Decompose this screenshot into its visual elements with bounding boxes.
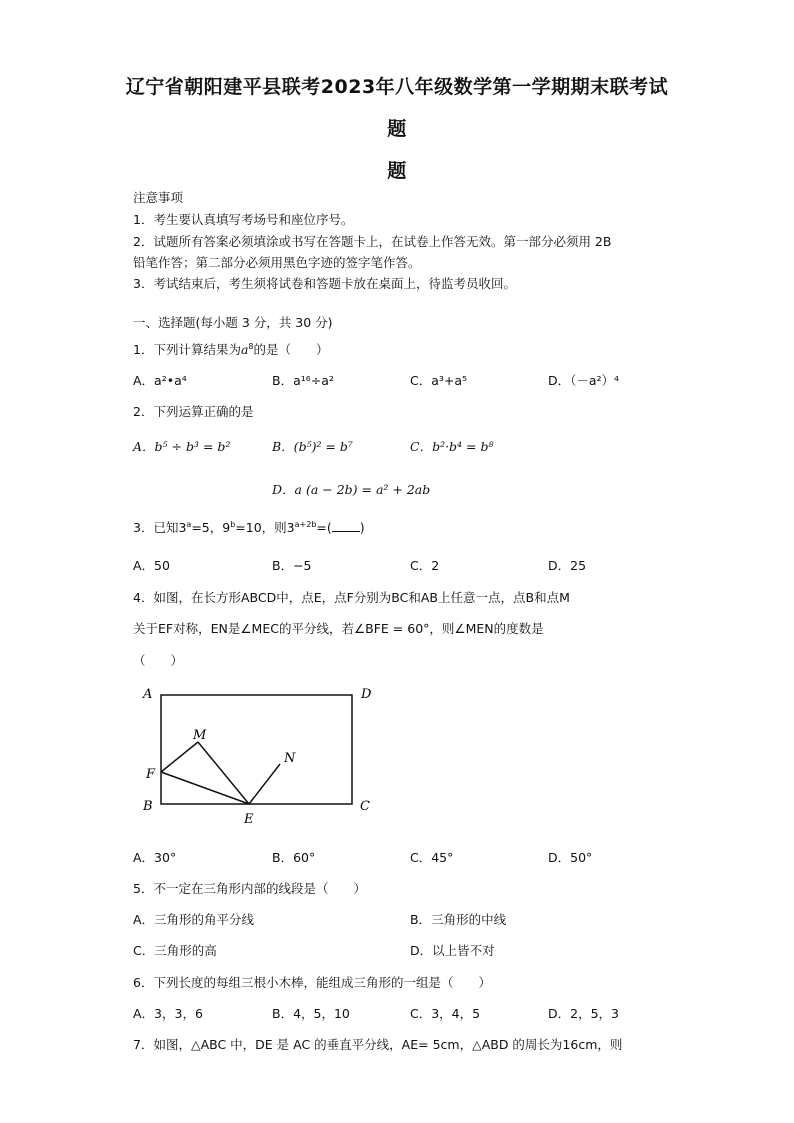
q3-exp-a: a: [186, 519, 192, 529]
label-c: C: [360, 799, 370, 814]
doc-title-line2: 题: [387, 118, 407, 140]
q3-option-a: A．50: [133, 558, 170, 573]
q3-answer-blank[interactable]: [332, 531, 360, 532]
doc-title-line3: 题: [387, 160, 407, 182]
q3-exp-c: a+2b: [294, 519, 317, 529]
notice-heading: 注意事项: [133, 190, 184, 205]
q3-stem: [133, 518, 365, 536]
doc-title-line1: 辽宁省朝阳建平县联考2023年八年级数学第一学期期末联考试: [125, 76, 669, 98]
q4-option-c: C．45°: [410, 850, 454, 865]
q2-option-b: B．(b⁵)² = b⁷: [272, 439, 353, 454]
notice-item-1: 1．考生要认真填写考场号和座位序号。: [133, 212, 354, 227]
q5-option-c: C．三角形的高: [133, 943, 217, 958]
q4-line1: 4．如图，在长方形ABCD中，点E，点F分别为BC和AB上任意一点，点B和点M: [133, 590, 570, 605]
q2-option-a: A．b⁵ ÷ b³ = b²: [133, 439, 231, 454]
segment-en: [249, 764, 280, 804]
q2-option-d: D．a (a − 2b) = a² + 2ab: [272, 482, 431, 497]
notice-item-3: 3．考试结束后，考生须将试卷和答题卡放在桌面上，待监考员收回。: [133, 276, 516, 291]
q3-stem-b: =5，9: [191, 520, 231, 535]
q6-option-c: C．3，4，5: [410, 1006, 481, 1021]
q1-option-a: A．a²•a⁴: [133, 373, 187, 388]
q3-stem-c: =10，则3: [235, 520, 295, 535]
q1-stem-text: 1．下列计算结果为: [133, 342, 241, 357]
label-n: N: [284, 751, 296, 766]
q1-option-d: D．（－a²）⁴: [548, 373, 620, 388]
q4-line3: （ ）: [133, 653, 184, 668]
label-m: M: [193, 728, 207, 743]
section1-heading: 一、选择题(每小题 3 分，共 30 分): [133, 315, 333, 330]
q3-option-c: C．2: [410, 558, 440, 573]
q4-option-b: B．60°: [272, 850, 316, 865]
q3-stem-a: 3．已知3: [133, 520, 187, 535]
label-b: B: [143, 799, 153, 814]
q1-stem-exp: 8: [248, 341, 254, 351]
q3-option-b: B．−5: [272, 558, 312, 573]
q6-option-a: A．3，3，6: [133, 1006, 203, 1021]
label-e: E: [244, 812, 254, 827]
q3-stem-d: =(: [316, 520, 332, 535]
segment-fm: [161, 742, 198, 772]
q2-stem: 2．下列运算正确的是: [133, 404, 254, 419]
q4-option-d: D．50°: [548, 850, 593, 865]
notice-item-2: 2．试题所有答案必须填涂或书写在答题卡上，在试卷上作答无效。第一部分必须用 2B: [133, 234, 612, 249]
label-a: A: [143, 687, 153, 702]
label-f: F: [146, 767, 156, 782]
q1-option-b: B．a¹⁶÷a²: [272, 373, 334, 388]
q3-option-d: D．25: [548, 558, 587, 573]
q1-stem-tail: 的是（ ）: [253, 342, 329, 357]
label-d: D: [361, 687, 372, 702]
q3-stem-e: ): [359, 520, 365, 535]
q4-option-a: A．30°: [133, 850, 177, 865]
q5-option-d: D．以上皆不对: [410, 943, 495, 958]
q1-stem-var: a: [240, 342, 249, 357]
q1-option-c: C．a³+a⁵: [410, 373, 468, 388]
q4-figure: [135, 680, 385, 830]
q6-option-b: B．4，5，10: [272, 1006, 350, 1021]
q6-stem: 6．下列长度的每组三根小木棒，能组成三角形的一组是（ ）: [133, 975, 491, 990]
q5-option-b: B．三角形的中线: [410, 912, 507, 927]
q5-option-a: A．三角形的角平分线: [133, 912, 255, 927]
q3-exp-b: b: [230, 519, 236, 529]
q6-option-d: D．2，5，3: [548, 1006, 619, 1021]
q1-stem: [133, 340, 329, 358]
q2-option-c: C．b²·b⁴ = b⁸: [410, 439, 494, 454]
q7-stem: 7．如图，△ABC 中，DE 是 AC 的垂直平分线，AE= 5cm，△ABD 的周长为16cm，则: [133, 1037, 623, 1052]
q4-line2: 关于EF对称，EN是∠MEC的平分线，若∠BFE = 60°，则∠MEN的度数是: [133, 621, 544, 636]
q5-stem: 5．不一定在三角形内部的线段是（ ）: [133, 881, 366, 896]
notice-item-2-cont: 铅笔作答；第二部分必须用黑色字迹的签字笔作答。: [133, 255, 421, 270]
